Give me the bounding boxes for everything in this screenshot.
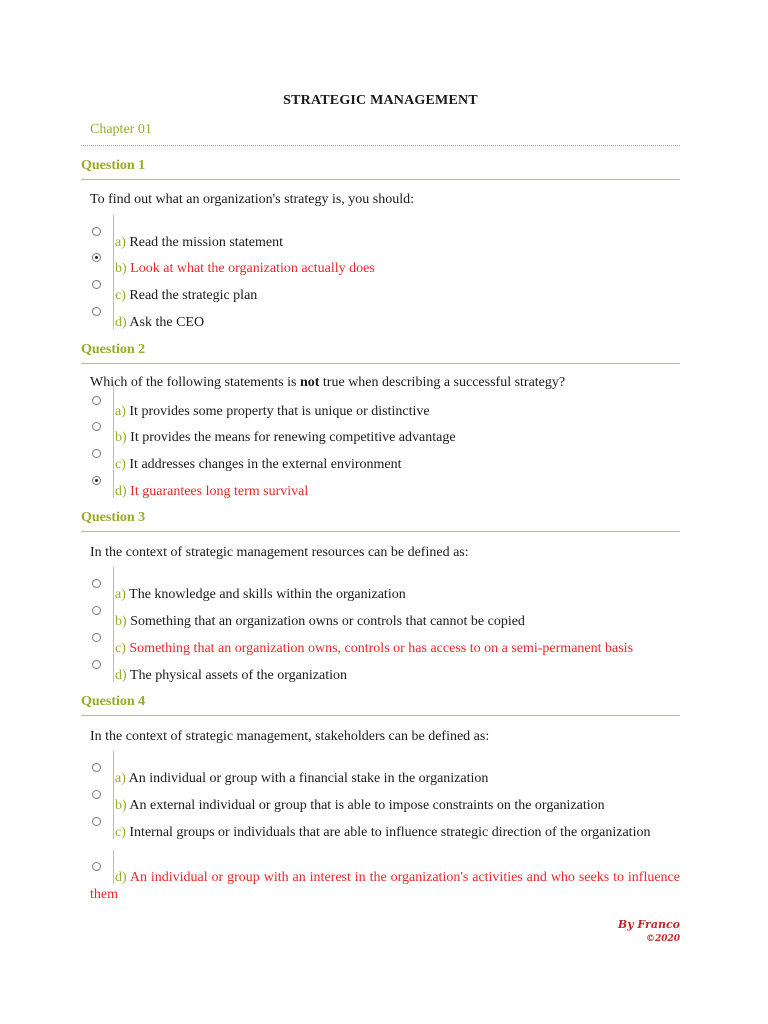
option-letter: a) xyxy=(115,235,126,250)
option-text: It guarantees long term survival xyxy=(130,484,309,499)
question-3-heading: Question 3 xyxy=(81,510,680,532)
radio-button-icon[interactable] xyxy=(92,633,101,642)
option-text: It provides some property that is unique or distinctive xyxy=(129,404,430,419)
radio-button-icon[interactable] xyxy=(92,763,101,772)
option-text: Ask the CEO xyxy=(129,315,205,330)
question-2-text-end: true when describing a successful strategy? xyxy=(319,375,566,390)
option-letter: c) xyxy=(115,457,126,472)
option-text: An external individual or group that is able to impose constraints on the organization xyxy=(129,798,605,813)
radio-button-checked-icon[interactable] xyxy=(92,476,101,485)
signature-year: ©2020 xyxy=(645,934,680,944)
radio-button-icon[interactable] xyxy=(92,422,101,431)
option-text: Read the strategic plan xyxy=(129,288,258,303)
chapter-divider xyxy=(81,145,680,146)
option-letter: c) xyxy=(115,825,126,840)
option-letter: d) xyxy=(115,484,127,499)
option-letter: d) xyxy=(115,668,127,683)
option-divider xyxy=(113,648,114,682)
option-letter: b) xyxy=(115,261,127,276)
option-letter: d) xyxy=(115,315,127,330)
author-signature xyxy=(618,918,680,946)
question-2-text xyxy=(90,375,680,391)
option-text: An individual or group with an interest in the organization's activities and who seeks to influence them xyxy=(90,870,680,902)
option-divider xyxy=(113,295,114,329)
option-text: It addresses changes in the external environment xyxy=(129,457,402,472)
question-2-text-start: Which of the following statements is xyxy=(90,375,300,390)
option-text: Something that an organization owns or controls that cannot be copied xyxy=(130,614,525,629)
question-4-text: In the context of strategic management, stakeholders can be defined as: xyxy=(90,729,490,744)
radio-button-icon[interactable] xyxy=(92,396,101,405)
option-letter: a) xyxy=(115,771,126,786)
option-text: The physical assets of the organization xyxy=(129,668,347,683)
radio-button-icon[interactable] xyxy=(92,579,101,588)
option-letter: d) xyxy=(115,870,127,885)
option-letter: c) xyxy=(115,641,126,656)
option-body xyxy=(90,869,680,903)
signature-name: By Franco xyxy=(617,918,680,931)
option-text: Internal groups or individuals that are able to influence strategic direction of the organization xyxy=(129,825,651,840)
question-2-heading: Question 2 xyxy=(81,342,680,364)
question-3-text: In the context of strategic management resources can be defined as: xyxy=(90,545,469,560)
option-letter: b) xyxy=(115,430,127,445)
option-text: Something that an organization owns, controls or has access to on a semi-permanent basis xyxy=(129,641,634,656)
question-4-heading: Question 4 xyxy=(81,694,680,716)
radio-button-icon[interactable] xyxy=(92,790,101,799)
option-letter: c) xyxy=(115,288,126,303)
radio-button-icon[interactable] xyxy=(92,307,101,316)
radio-button-icon[interactable] xyxy=(92,660,101,669)
option-letter: b) xyxy=(115,614,127,629)
option-text: It provides the means for renewing competitive advantage xyxy=(130,430,456,445)
question-1-heading: Question 1 xyxy=(81,158,680,180)
option-text: Look at what the organization actually does xyxy=(130,261,375,276)
chapter-label: Chapter 01 xyxy=(90,122,152,137)
option-text: An individual or group with a financial stake in the organization xyxy=(128,771,489,786)
option-divider xyxy=(113,464,114,498)
radio-button-checked-icon[interactable] xyxy=(92,253,101,262)
option-letter: a) xyxy=(115,587,126,602)
document-page xyxy=(81,0,680,1024)
option-letter: b) xyxy=(115,798,127,813)
radio-button-icon[interactable] xyxy=(92,449,101,458)
question-1-text: To find out what an organization's strategy is, you should: xyxy=(90,192,415,207)
radio-button-icon[interactable] xyxy=(92,280,101,289)
question-2-text-emphasis: not xyxy=(299,375,320,390)
radio-button-icon[interactable] xyxy=(92,606,101,615)
option-text: Read the mission statement xyxy=(129,235,283,250)
document-title: STRATEGIC MANAGEMENT xyxy=(283,93,478,108)
option-text: The knowledge and skills within the organization xyxy=(129,587,406,602)
option-letter: a) xyxy=(115,404,126,419)
radio-button-icon[interactable] xyxy=(92,227,101,236)
option-body xyxy=(90,824,680,841)
